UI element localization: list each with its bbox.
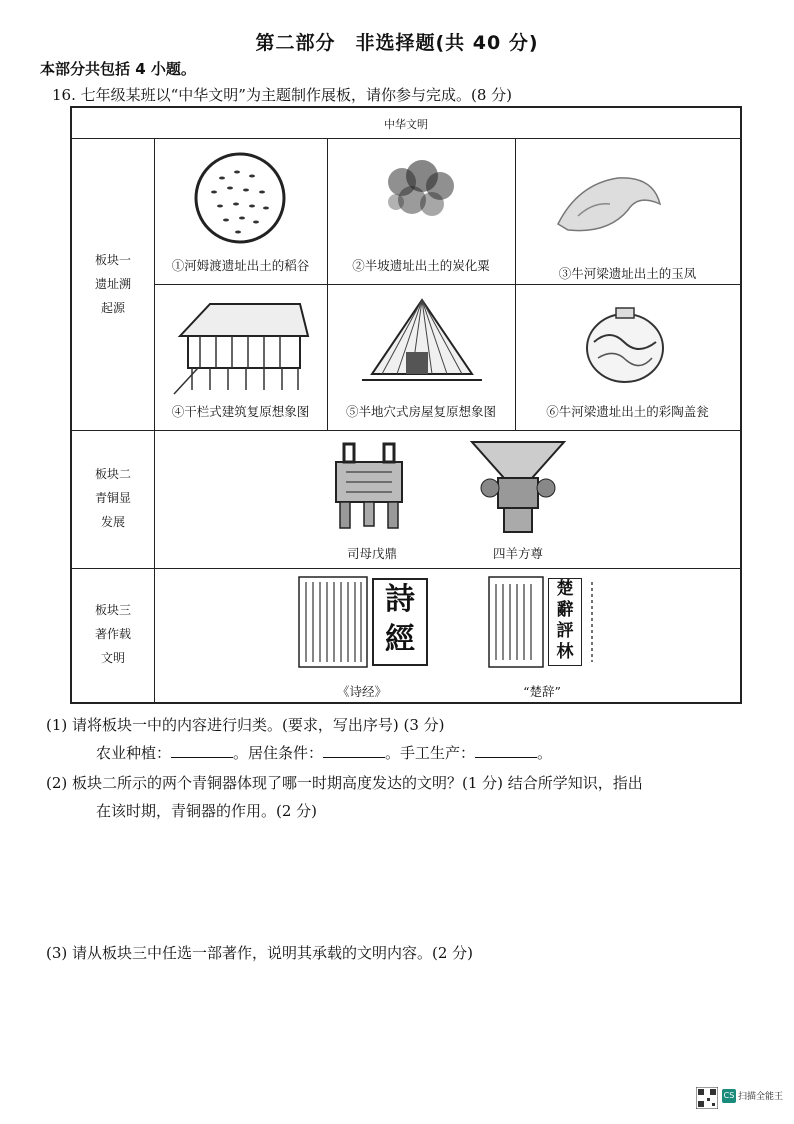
table-divider — [515, 138, 516, 430]
shijing-cover: 詩 經 — [372, 578, 428, 666]
chuci-side-text-image — [584, 578, 600, 666]
carbonized-millet-image — [372, 152, 472, 232]
watermark-text: 扫描全能王 — [738, 1092, 784, 1102]
ding-caption: 司母戊鼎 — [346, 546, 397, 561]
table-heading: 中华文明 — [384, 118, 428, 131]
semi-subterranean-house-image — [362, 294, 482, 398]
chuci-text-page-image — [488, 576, 544, 668]
agriculture-blank[interactable] — [171, 743, 233, 758]
scanner-watermark — [696, 1085, 786, 1111]
block2-label: 板块二 青铜显 发展 — [94, 467, 131, 529]
stilt-house-image — [170, 296, 310, 396]
camscanner-badge-icon: CS — [722, 1089, 736, 1103]
item-3-caption: ③牛河梁遗址出土的玉凤 — [558, 266, 697, 281]
table-divider — [72, 430, 740, 431]
handicraft-blank[interactable] — [475, 743, 537, 758]
qr-code-icon — [696, 1087, 718, 1109]
simuwu-ding-image — [324, 440, 414, 532]
chuci-caption: “楚辞” — [523, 684, 561, 699]
block1-label: 板块一 遗址溯 起源 — [94, 253, 131, 315]
civilization-table — [70, 106, 742, 704]
sub-question-2-line2: 在该时期，青铜器的作用。(2 分) — [96, 802, 318, 820]
question-16-stem: 16. 七年级某班以“中华文明”为主题制作展板，请你参与完成。(8 分) — [52, 86, 512, 104]
dwelling-blank[interactable] — [323, 743, 385, 758]
item-2-caption: ②半坡遗址出土的炭化粟 — [352, 258, 490, 273]
shijing-text-page-image — [298, 576, 368, 668]
rice-grains-image — [192, 150, 288, 246]
painted-pottery-jar-image — [580, 302, 670, 386]
block3-label: 板块三 著作载 文明 — [94, 603, 131, 665]
table-divider — [327, 138, 328, 430]
shijing-caption: 《诗经》 — [336, 684, 387, 699]
chuci-cover: 楚 辭 評 林 — [548, 578, 582, 666]
item-5-caption: ⑤半地穴式房屋复原想象图 — [345, 404, 496, 419]
jade-phoenix-image — [548, 164, 668, 244]
section-title: 第二部分 非选择题(共 40 分) — [255, 32, 539, 54]
sub-question-2-line1: (2) 板块二所示的两个青铜器体现了哪一时期高度发达的文明？(1 分) 结合所学知识，指出 — [46, 774, 643, 792]
table-divider — [72, 568, 740, 569]
item-1-caption: ①河姆渡遗址出土的稻谷 — [171, 258, 310, 273]
table-divider — [154, 138, 155, 704]
item-4-caption: ④干栏式建筑复原想象图 — [171, 404, 310, 419]
table-divider — [72, 138, 740, 139]
sub-question-1-answer-line: 农业种植： 。居住条件： 。手工生产： 。 — [96, 744, 553, 762]
zun-caption: 四羊方尊 — [492, 546, 543, 561]
sub-question-1-prompt: (1) 请将板块一中的内容进行归类。(要求，写出序号) (3 分) — [46, 716, 445, 734]
four-ram-square-zun-image — [468, 438, 568, 536]
item-6-caption: ⑥牛河梁遗址出土的彩陶盖瓮 — [546, 404, 709, 419]
table-divider — [154, 284, 740, 285]
sub-question-3-prompt: (3) 请从板块三中任选一部著作，说明其承载的文明内容。(2 分) — [46, 944, 474, 962]
section-intro: 本部分共包括 4 小题。 — [40, 60, 196, 78]
